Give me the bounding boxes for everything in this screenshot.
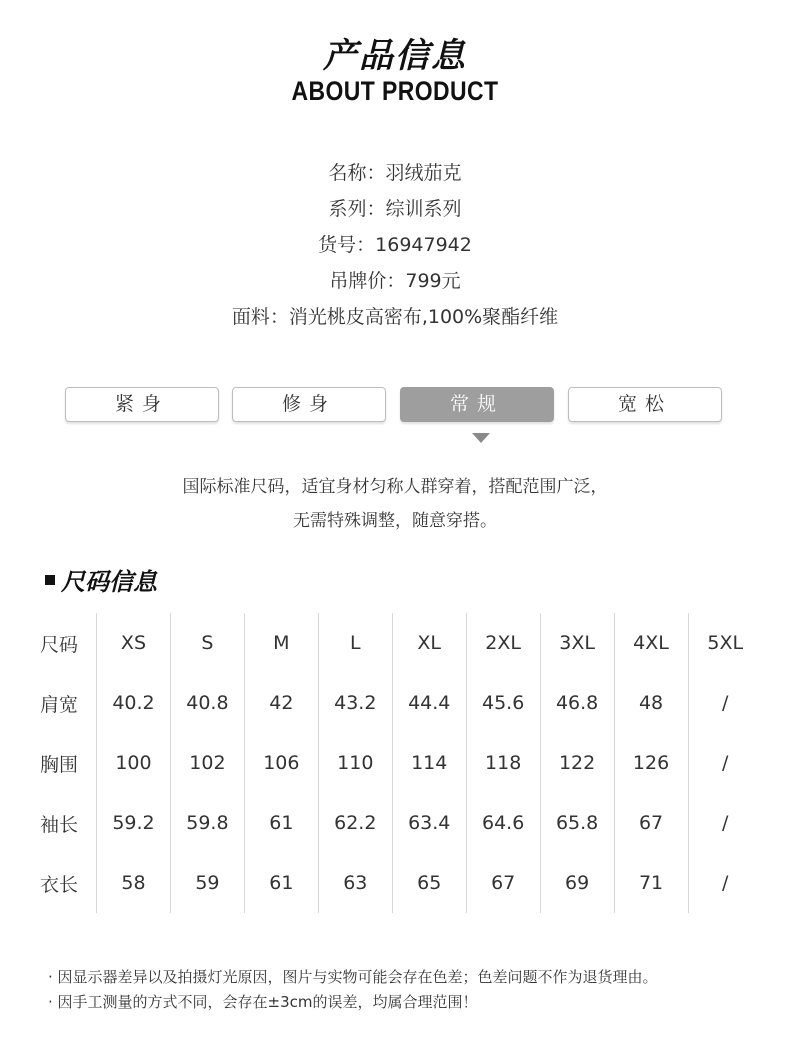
size-table-cell: 110 (318, 733, 392, 793)
size-table-row (22, 673, 762, 733)
size-table-cell: 122 (540, 733, 614, 793)
size-table-cell: XS (97, 613, 171, 673)
size-table-row-label: 尺码 (39, 633, 78, 656)
product-price: 吊牌价：799元 (329, 270, 461, 292)
size-table-cell: 40.8 (170, 673, 244, 733)
size-table-cell: 69 (540, 853, 614, 913)
size-table-cell: 2XL (466, 613, 540, 673)
fit-option-regular[interactable]: 常规 (400, 387, 554, 422)
size-table-cell: 106 (244, 733, 318, 793)
size-table-cell: 4XL (614, 613, 688, 673)
size-table-cell: / (688, 793, 762, 853)
size-table-cell: 62.2 (318, 793, 392, 853)
size-table-cell: 67 (614, 793, 688, 853)
size-table-cell: 67 (466, 853, 540, 913)
size-table-cell: 42 (244, 673, 318, 733)
size-table-cell: 61 (244, 853, 318, 913)
size-table-cell: 58 (97, 853, 171, 913)
size-table-cell: 114 (392, 733, 466, 793)
size-table-cell: 65 (392, 853, 466, 913)
size-table-row-label: 袖长 (39, 813, 78, 836)
size-table-cell: 45.6 (466, 673, 540, 733)
product-name: 名称：羽绒茄克 (328, 162, 462, 184)
fit-option-slim[interactable]: 修身 (232, 387, 386, 422)
size-table-cell: 65.8 (540, 793, 614, 853)
size-table-cell: 46.8 (540, 673, 614, 733)
product-fabric: 面料：消光桃皮高密布,100%聚酯纤维 (231, 306, 559, 328)
size-table-cell: 59.8 (170, 793, 244, 853)
size-table-cell: XL (392, 613, 466, 673)
size-table-cell: 64.6 (466, 793, 540, 853)
selected-pointer-icon (472, 433, 490, 443)
size-table-header-row (22, 613, 762, 673)
page-subtitle: ABOUT PRODUCT (291, 76, 499, 106)
size-table-row (22, 853, 762, 913)
size-table-cell: 126 (614, 733, 688, 793)
fit-description-line: 无需特殊调整，随意穿搭。 (293, 511, 497, 531)
size-table-cell: 118 (466, 733, 540, 793)
size-table-cell: 5XL (688, 613, 762, 673)
size-section-title: 尺码信息 (61, 568, 157, 596)
fit-selector (65, 387, 725, 423)
size-table-cell: S (170, 613, 244, 673)
size-table-cell: 63 (318, 853, 392, 913)
size-table-cell: 100 (97, 733, 171, 793)
size-table-cell: 102 (170, 733, 244, 793)
size-table-cell: 3XL (540, 613, 614, 673)
size-table-cell: M (244, 613, 318, 673)
size-table-cell: 40.2 (97, 673, 171, 733)
page-title: 产品信息 (323, 36, 467, 76)
size-table-cell: 44.4 (392, 673, 466, 733)
size-table-cell: 59 (170, 853, 244, 913)
note-item: · 因手工测量的方式不同，会存在±3cm的误差，均属合理范围！ (48, 993, 478, 1011)
size-table-row (22, 793, 762, 853)
fit-option-tight[interactable]: 紧身 (65, 387, 219, 422)
size-table-cell: 61 (244, 793, 318, 853)
size-table-row-label: 衣长 (39, 873, 78, 896)
size-table-cell: / (688, 853, 762, 913)
size-table-row (22, 733, 762, 793)
fit-description (0, 470, 790, 538)
square-bullet-icon (45, 575, 55, 585)
size-table-row-label: 肩宽 (39, 693, 78, 716)
size-table-cell: L (318, 613, 392, 673)
product-series: 系列：综训系列 (328, 198, 462, 220)
size-table-cell: 63.4 (392, 793, 466, 853)
size-table-cell: 48 (614, 673, 688, 733)
fit-description-line: 国际标准尺码，适宜身材匀称人群穿着，搭配范围广泛， (182, 477, 608, 497)
size-table-cell: 71 (614, 853, 688, 913)
size-table-row-label: 胸围 (39, 753, 78, 776)
notes (48, 965, 658, 1015)
size-table-cell: 59.2 (97, 793, 171, 853)
product-info (0, 155, 790, 335)
size-table-cell: / (688, 673, 762, 733)
product-sku: 货号：16947942 (318, 234, 472, 256)
size-table-cell: 43.2 (318, 673, 392, 733)
size-table (22, 613, 762, 913)
fit-option-loose[interactable]: 宽松 (568, 387, 722, 422)
size-table-cell: / (688, 733, 762, 793)
note-item: · 因显示器差异以及拍摄灯光原因，图片与实物可能会存在色差；色差问题不作为退货理由。 (48, 968, 658, 986)
